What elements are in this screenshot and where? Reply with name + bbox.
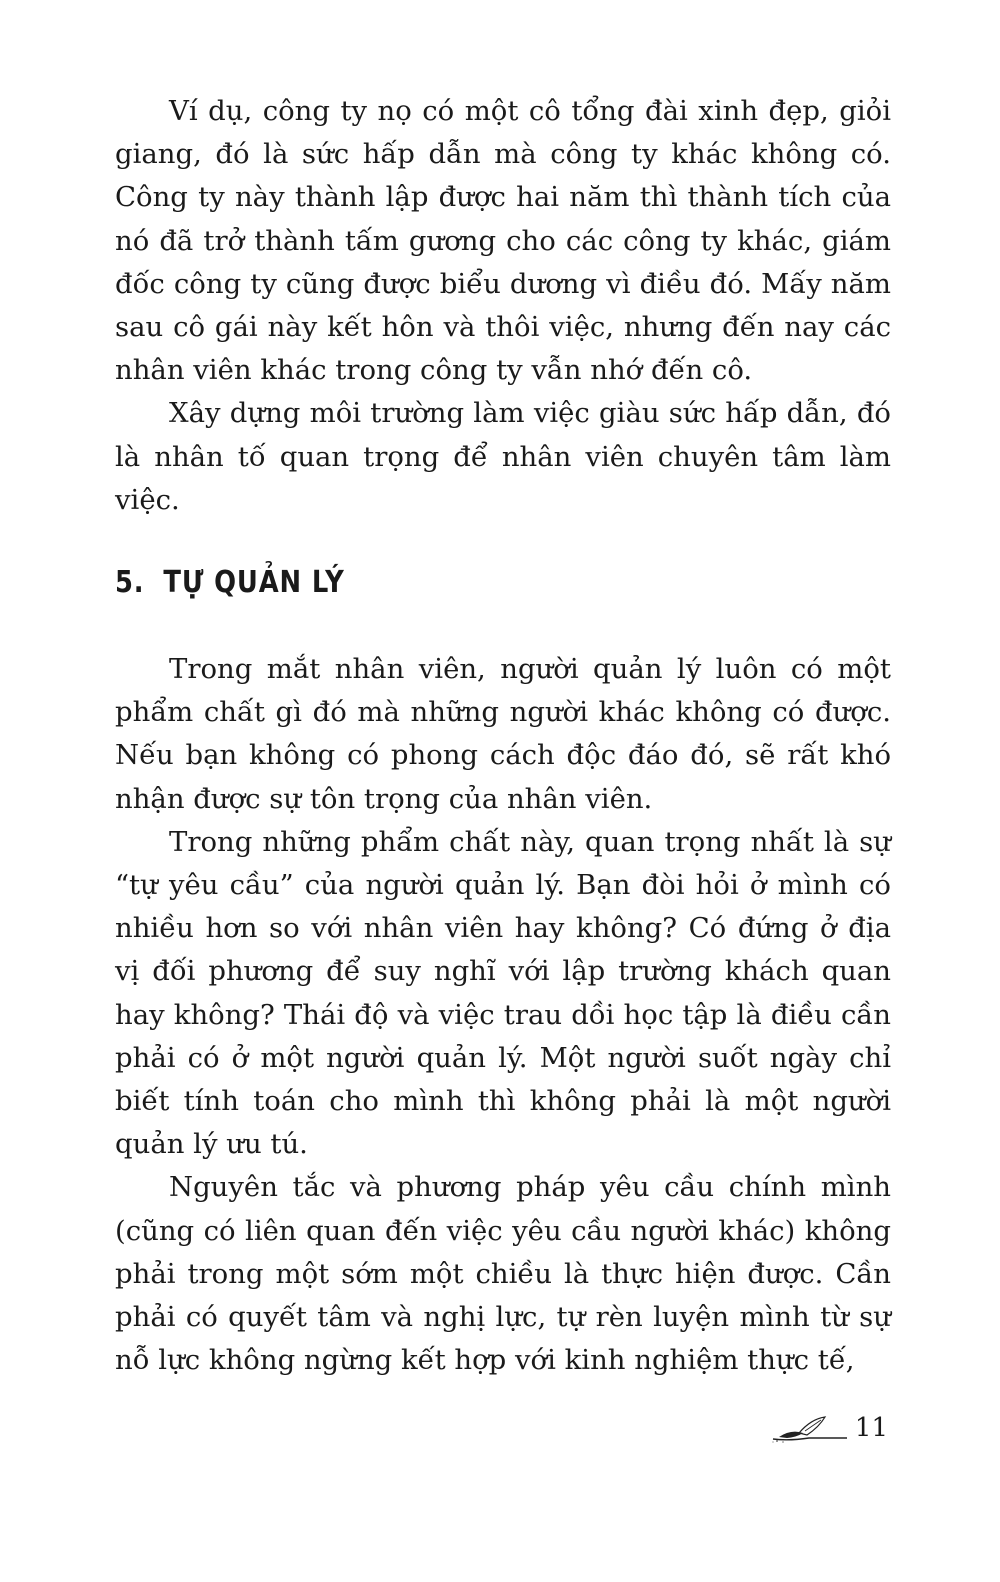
- section-2-body: [115, 648, 891, 1382]
- paragraph: Trong mắt nhân viên, người quản lý luôn có một phẩm chất gì đó mà những người khác không có được. Nếu bạn không có phong cách độc đáo đó, sẽ rất khó nhận được sự tôn trọng của nhân viên.: [115, 653, 891, 815]
- section-title: TỰ QUẢN LÝ: [163, 565, 345, 600]
- page-footer: [769, 1405, 888, 1445]
- section-heading: [115, 563, 345, 603]
- paragraph: Trong những phẩm chất này, quan trọng nhất là sự “tự yêu cầu” của người quản lý. Bạn đòi hỏi ở mình có nhiều hơn so với nhân viên hay không? Có đứng ở địa vị đối phương để suy nghĩ với lập trường khách quan hay không? Thái độ và việc trau dồi học tập là điều cần phải có ở một người quản lý. Một người suốt ngày chỉ biết tính toán cho mình thì không phải là một người quản lý ưu tú.: [115, 825, 891, 1161]
- paragraph: Xây dựng môi trường làm việc giàu sức hấp dẫn, đó là nhân tố quan trọng để nhân viên chuyên tâm làm việc.: [115, 397, 891, 516]
- paragraph: Ví dụ, công ty nọ có một cô tổng đài xinh đẹp, giỏi giang, đó là sức hấp dẫn mà công ty khác không có. Công ty này thành lập được hai năm thì thành tích của nó đã trở thành tấm gương cho các công ty khác, giám đốc công ty cũng được biểu dương vì điều đó. Mấy năm sau cô gái này kết hôn và thôi việc, nhưng đến nay các nhân viên khác trong công ty vẫn nhớ đến cô.: [115, 95, 891, 387]
- paragraph: Nguyên tắc và phương pháp yêu cầu chính mình (cũng có liên quan đến việc yêu cầu người khác) không phải trong một sớm một chiều là thực hiện được. Cần phải có quyết tâm và nghị lực, tự rèn luyện mình từ sự nỗ lực không ngừng kết hợp với kinh nghiệm thực tế,: [115, 1171, 891, 1377]
- quill-pen-icon: [769, 1411, 849, 1445]
- section-number: 5.: [115, 565, 145, 600]
- section-1-body: [115, 90, 891, 522]
- page-number: 11: [854, 1413, 888, 1443]
